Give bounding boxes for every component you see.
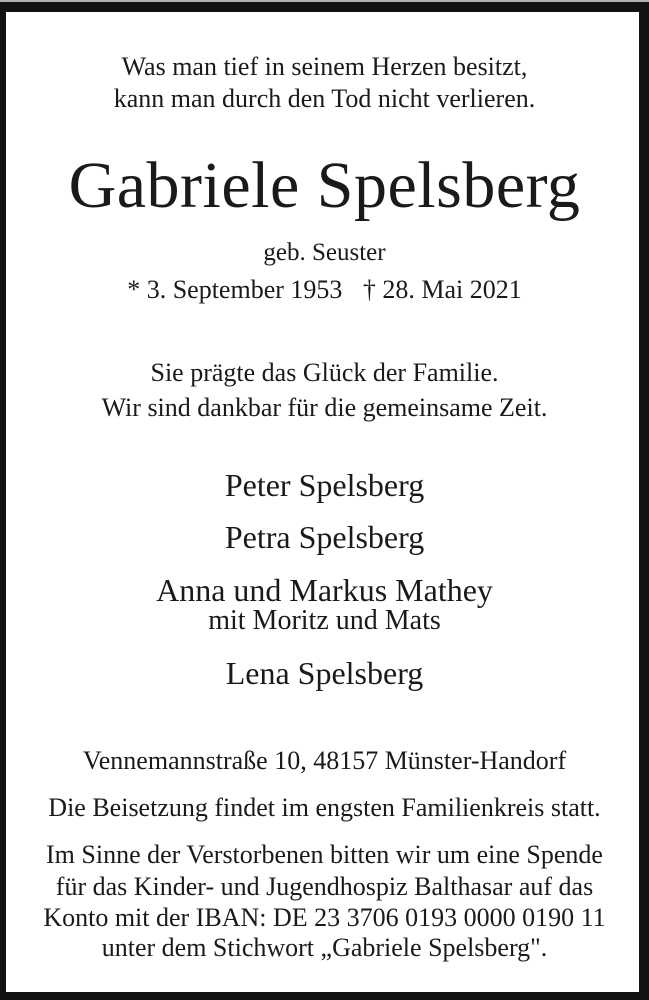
death-date: † 28. Mai 2021 xyxy=(362,275,522,304)
epigraph-line-1: Was man tief in seinem Herzen besitzt, xyxy=(121,52,528,81)
tribute-line-2: Wir sind dankbar für die gemeinsame Zeit. xyxy=(101,393,548,422)
tribute-line-1: Sie prägte das Glück der Familie. xyxy=(150,358,499,387)
epigraph-line-2: kann man durch den Tod nicht verlieren. xyxy=(113,84,536,113)
mourner-name: Peter Spelsberg xyxy=(224,467,425,503)
mourner-note: mit Moritz und Mats xyxy=(208,605,441,636)
birth-date: * 3. September 1953 xyxy=(127,275,343,304)
mourner-name: Anna und Markus Mathey xyxy=(156,572,493,608)
life-dates xyxy=(0,277,649,303)
funeral-note: Die Beisetzung findet im engsten Familienkreis statt. xyxy=(48,793,601,822)
mourner-name: Petra Spelsberg xyxy=(224,519,425,555)
deceased-name: Gabriele Spelsberg xyxy=(68,149,581,222)
donation-line-4: unter dem Stichwort „Gabriele Spelsberg". xyxy=(101,933,548,962)
donation-line-2: für das Kinder- und Jugendhospiz Balthasar auf das xyxy=(55,872,594,901)
scan-artifact-line xyxy=(0,0,649,2)
maiden-name: geb. Seuster xyxy=(263,239,386,266)
donation-line-1: Im Sinne der Verstorbenen bitten wir um eine Spende xyxy=(46,840,603,869)
donation-line-3: Konto mit der IBAN: DE 23 3706 0193 0000 0190 11 xyxy=(43,903,606,932)
address-line: Vennemannstraße 10, 48157 Münster-Handorf xyxy=(82,746,567,775)
mourner-name: Lena Spelsberg xyxy=(225,655,424,691)
